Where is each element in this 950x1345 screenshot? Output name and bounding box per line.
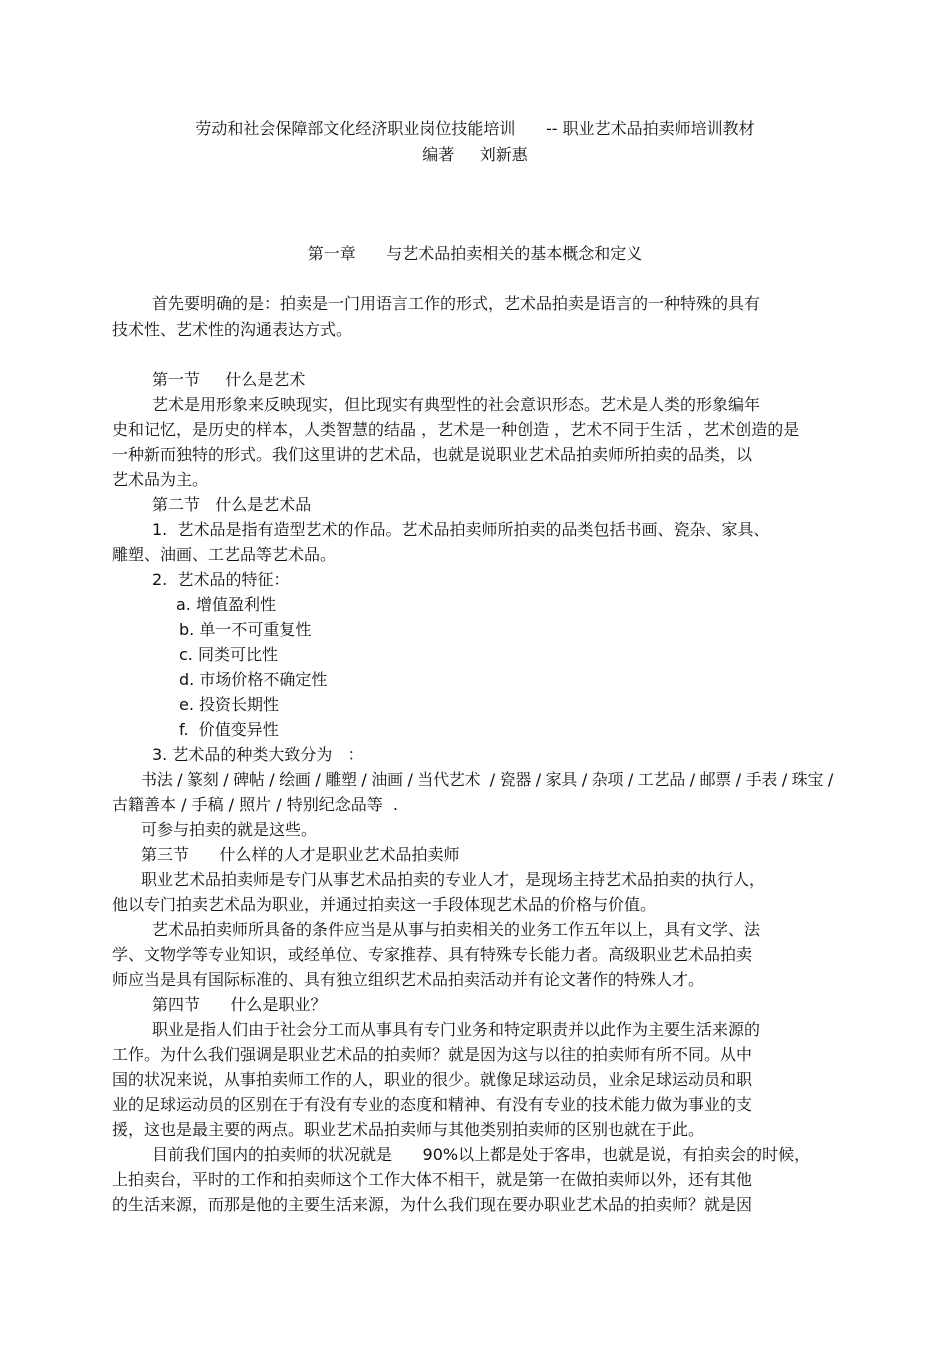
body-line: 艺术品拍卖师所具备的条件应当是从事与拍卖相关的业务工作五年以上，具有文学、法	[152, 920, 761, 939]
body-line: 学、文物学等专业知识，或经单位、专家推荐、具有特殊专长能力者。高级职业艺术品拍卖	[112, 945, 753, 964]
body-line: 目前我们国内的拍卖师的状况就是 90%以上都是处于客串，也就是说，有拍卖会的时候，	[152, 1145, 811, 1164]
body-line: 工作。为什么我们强调是职业艺术品的拍卖师？就是因为这与以往的拍卖师有所不同。从中	[112, 1045, 753, 1064]
body-line: 援，这也是最主要的两点。职业艺术品拍卖师与其他类别拍卖师的区别也就在于此。	[112, 1120, 705, 1139]
type-list-line: 古籍善本 / 手稿 / 照片 / 特别纪念品等 .	[112, 795, 398, 814]
list-item: 2. 艺术品的特征：	[152, 570, 290, 589]
feature-item: d. 市场价格不确定性	[179, 670, 328, 689]
body-line: 师应当是具有国际标准的、具有独立组织艺术品拍卖活动并有论文著作的特殊人才。	[112, 970, 705, 989]
intro-line: 首先要明确的是：拍卖是一门用语言工作的形式，艺术品拍卖是语言的一种特殊的具有	[152, 294, 761, 313]
section-heading: 第二节 什么是艺术品	[152, 495, 312, 514]
note-line: 可参与拍卖的就是这些。	[141, 820, 318, 839]
body-line: 一种新而独特的形式。我们这里讲的艺术品，也就是说职业艺术品拍卖师所拍卖的品类，以	[112, 445, 753, 464]
body-line: 业的足球运动员的区别在于有没有专业的态度和精神、有没有专业的技术能力做为事业的支	[112, 1095, 753, 1114]
body-line: 的生活来源，而那是他的主要生活来源，为什么我们现在要办职业艺术品的拍卖师？就是因	[112, 1195, 753, 1214]
body-line: 史和记忆，是历史的样本，人类智慧的结晶 ，艺术是一种创造 ，艺术不同于生活 ，艺术创造的是	[112, 420, 800, 439]
chapter-title: 第一章 与艺术品拍卖相关的基本概念和定义	[307, 244, 643, 263]
body-line: 他以专门拍卖艺术品为职业，并通过拍卖这一手段体现艺术品的价格与价值。	[112, 895, 657, 914]
body-line: 艺术品为主。	[112, 470, 209, 489]
body-line: 职业是指人们由于社会分工而从事具有专门业务和特定职责并以此作为主要生活来源的	[152, 1020, 761, 1039]
body-line: 艺术是用形象来反映现实，但比现实有典型性的社会意识形态。艺术是人类的形象编年	[152, 395, 761, 414]
list-item: 1. 艺术品是指有造型艺术的作品。艺术品拍卖师所拍卖的品类包括书画、瓷杂、家具、	[152, 520, 770, 539]
type-list-line: 书法 / 篆刻 / 碑帖 / 绘画 / 雕塑 / 油画 / 当代艺术 / 瓷器 / 家具 / 杂项 / 工艺品 / 邮票 / 手表 / 珠宝 /	[141, 770, 833, 789]
list-item: 3. 艺术品的种类大致分为 ：	[152, 745, 364, 764]
header-line-2: 编著 刘新惠	[422, 145, 528, 164]
intro-line: 技术性、艺术性的沟通表达方式。	[112, 320, 353, 339]
feature-item: b. 单一不可重复性	[179, 620, 312, 639]
feature-item: f. 价值变异性	[179, 720, 279, 739]
feature-item: e. 投资长期性	[179, 695, 280, 714]
section-heading: 第一节 什么是艺术	[152, 370, 306, 389]
feature-item: a. 增值盈利性	[176, 595, 276, 614]
section-heading: 第四节 什么是职业？	[152, 995, 327, 1014]
list-item: 雕塑、油画、工艺品等艺术品。	[112, 545, 337, 564]
body-line: 上拍卖台，平时的工作和拍卖师这个工作大体不相干，就是第一在做拍卖师以外，还有其他	[112, 1170, 753, 1189]
body-line: 国的状况来说，从事拍卖师工作的人，职业的很少。就像足球运动员，业余足球运动员和职	[112, 1070, 753, 1089]
body-line: 职业艺术品拍卖师是专门从事艺术品拍卖的专业人才，是现场主持艺术品拍卖的执行人，	[141, 870, 766, 889]
section-heading: 第三节 什么样的人才是职业艺术品拍卖师	[141, 845, 460, 864]
header-line-1: 劳动和社会保障部文化经济职业岗位技能培训 -- 职业艺术品拍卖师培训教材	[195, 119, 755, 138]
feature-item: c. 同类可比性	[179, 645, 278, 664]
